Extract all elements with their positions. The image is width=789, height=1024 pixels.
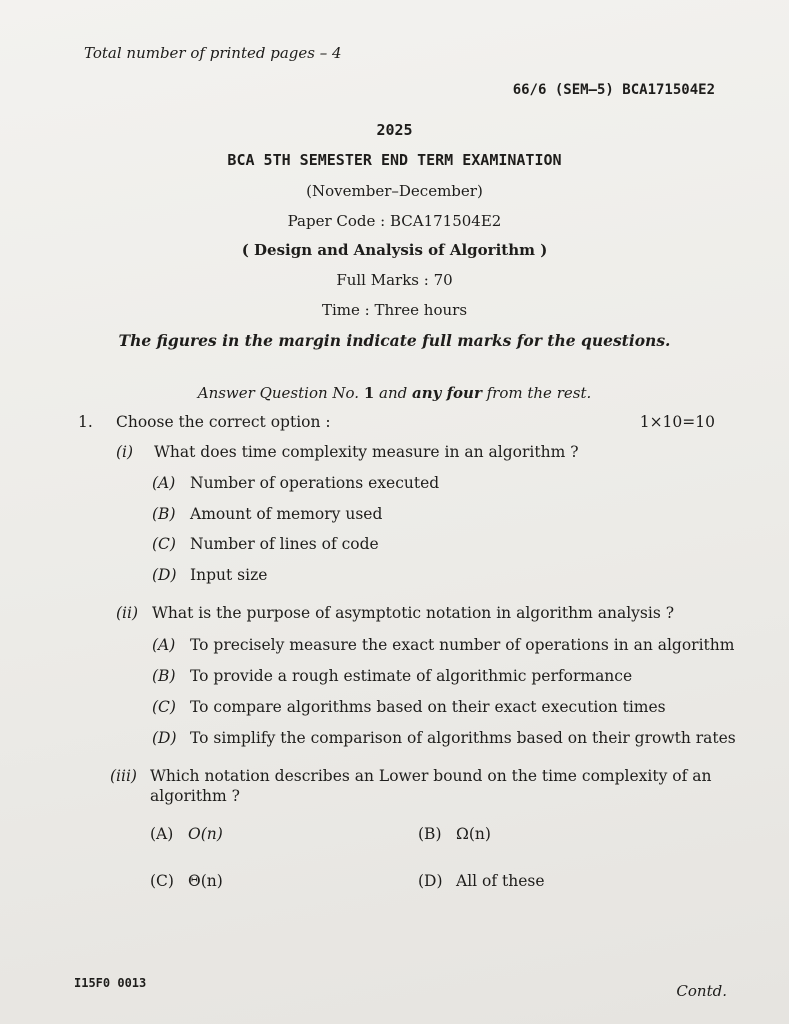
option-text: To simplify the comparison of algorithms based on their growth rates	[190, 729, 736, 747]
exam-session: (November–December)	[306, 182, 483, 200]
footer-contd: Contd.	[676, 982, 727, 1000]
option-item	[152, 474, 439, 492]
exam-year: 2025	[376, 121, 413, 139]
option-label: (D)	[418, 872, 443, 890]
option-label: (C)	[152, 535, 176, 553]
subquestion-text-line2: algorithm ?	[150, 787, 240, 805]
option-text: Ω(n)	[456, 825, 491, 843]
margin-note: The figures in the margin indicate full marks for the questions.	[118, 331, 671, 350]
footer-code: I15F0 0013	[74, 976, 147, 990]
option-text: To precisely measure the exact number of operations in an algorithm	[190, 636, 735, 654]
option-item	[152, 667, 632, 685]
exam-time: Time : Three hours	[321, 301, 468, 319]
instructions-question-number: 1	[363, 384, 375, 402]
option-item	[418, 825, 491, 843]
exam-title: BCA 5TH SEMESTER END TERM EXAMINATION	[227, 151, 562, 169]
option-text: All of these	[456, 872, 545, 890]
question-number: 1.	[78, 413, 93, 431]
option-label: (C)	[152, 698, 176, 716]
subquestion-label: (iii)	[110, 767, 137, 785]
subquestion-text: What does time complexity measure in an algorithm ?	[154, 443, 579, 461]
option-item	[150, 825, 223, 843]
instructions-text-3: from the rest.	[481, 384, 592, 402]
option-text: Number of lines of code	[190, 535, 379, 553]
option-label: (A)	[152, 474, 176, 492]
option-text: Θ(n)	[188, 872, 223, 890]
subquestion-text: What is the purpose of asymptotic notation in algorithm analysis ?	[152, 604, 675, 622]
option-label: (B)	[152, 667, 176, 685]
subquestion-label: (ii)	[116, 604, 139, 622]
option-label: (A)	[152, 636, 176, 654]
option-item	[418, 872, 545, 890]
option-label: (D)	[152, 729, 177, 747]
option-item	[152, 566, 267, 584]
question-marks: 1×10=10	[639, 413, 715, 431]
question-prompt: Choose the correct option :	[116, 413, 331, 431]
option-text: Amount of memory used	[190, 505, 383, 523]
option-text: O(n)	[188, 825, 223, 843]
option-text: Number of operations executed	[190, 474, 440, 492]
subquestion-label: (i)	[116, 443, 134, 461]
paper-code: Paper Code : BCA171504E2	[287, 212, 502, 230]
full-marks: Full Marks : 70	[336, 271, 453, 289]
instructions-any-four: any four	[412, 384, 482, 402]
option-item	[152, 729, 736, 747]
option-label: (C)	[150, 872, 174, 890]
paper-reference: 66/6 (SEM–5) BCA171504E2	[512, 82, 715, 98]
option-text: To compare algorithms based on their exact execution times	[190, 698, 666, 716]
option-label: (A)	[150, 825, 174, 843]
option-item	[152, 505, 382, 523]
option-item	[152, 698, 666, 716]
subquestion-text-line1: Which notation describes an Lower bound on the time complexity of an	[150, 767, 712, 785]
option-item	[150, 872, 223, 890]
option-item	[152, 535, 379, 553]
instructions	[0, 384, 789, 402]
subject-title: ( Design and Analysis of Algorithm )	[241, 241, 548, 259]
instructions-text-1: Answer Question No.	[197, 384, 364, 402]
instructions-text-2: and	[374, 384, 413, 402]
printed-pages-note: Total number of printed pages – 4	[84, 44, 342, 62]
option-text: To provide a rough estimate of algorithmic performance	[190, 667, 633, 685]
option-text: Input size	[190, 566, 268, 584]
option-item	[152, 636, 734, 654]
option-label: (B)	[152, 505, 176, 523]
option-label: (D)	[152, 566, 177, 584]
option-label: (B)	[418, 825, 442, 843]
